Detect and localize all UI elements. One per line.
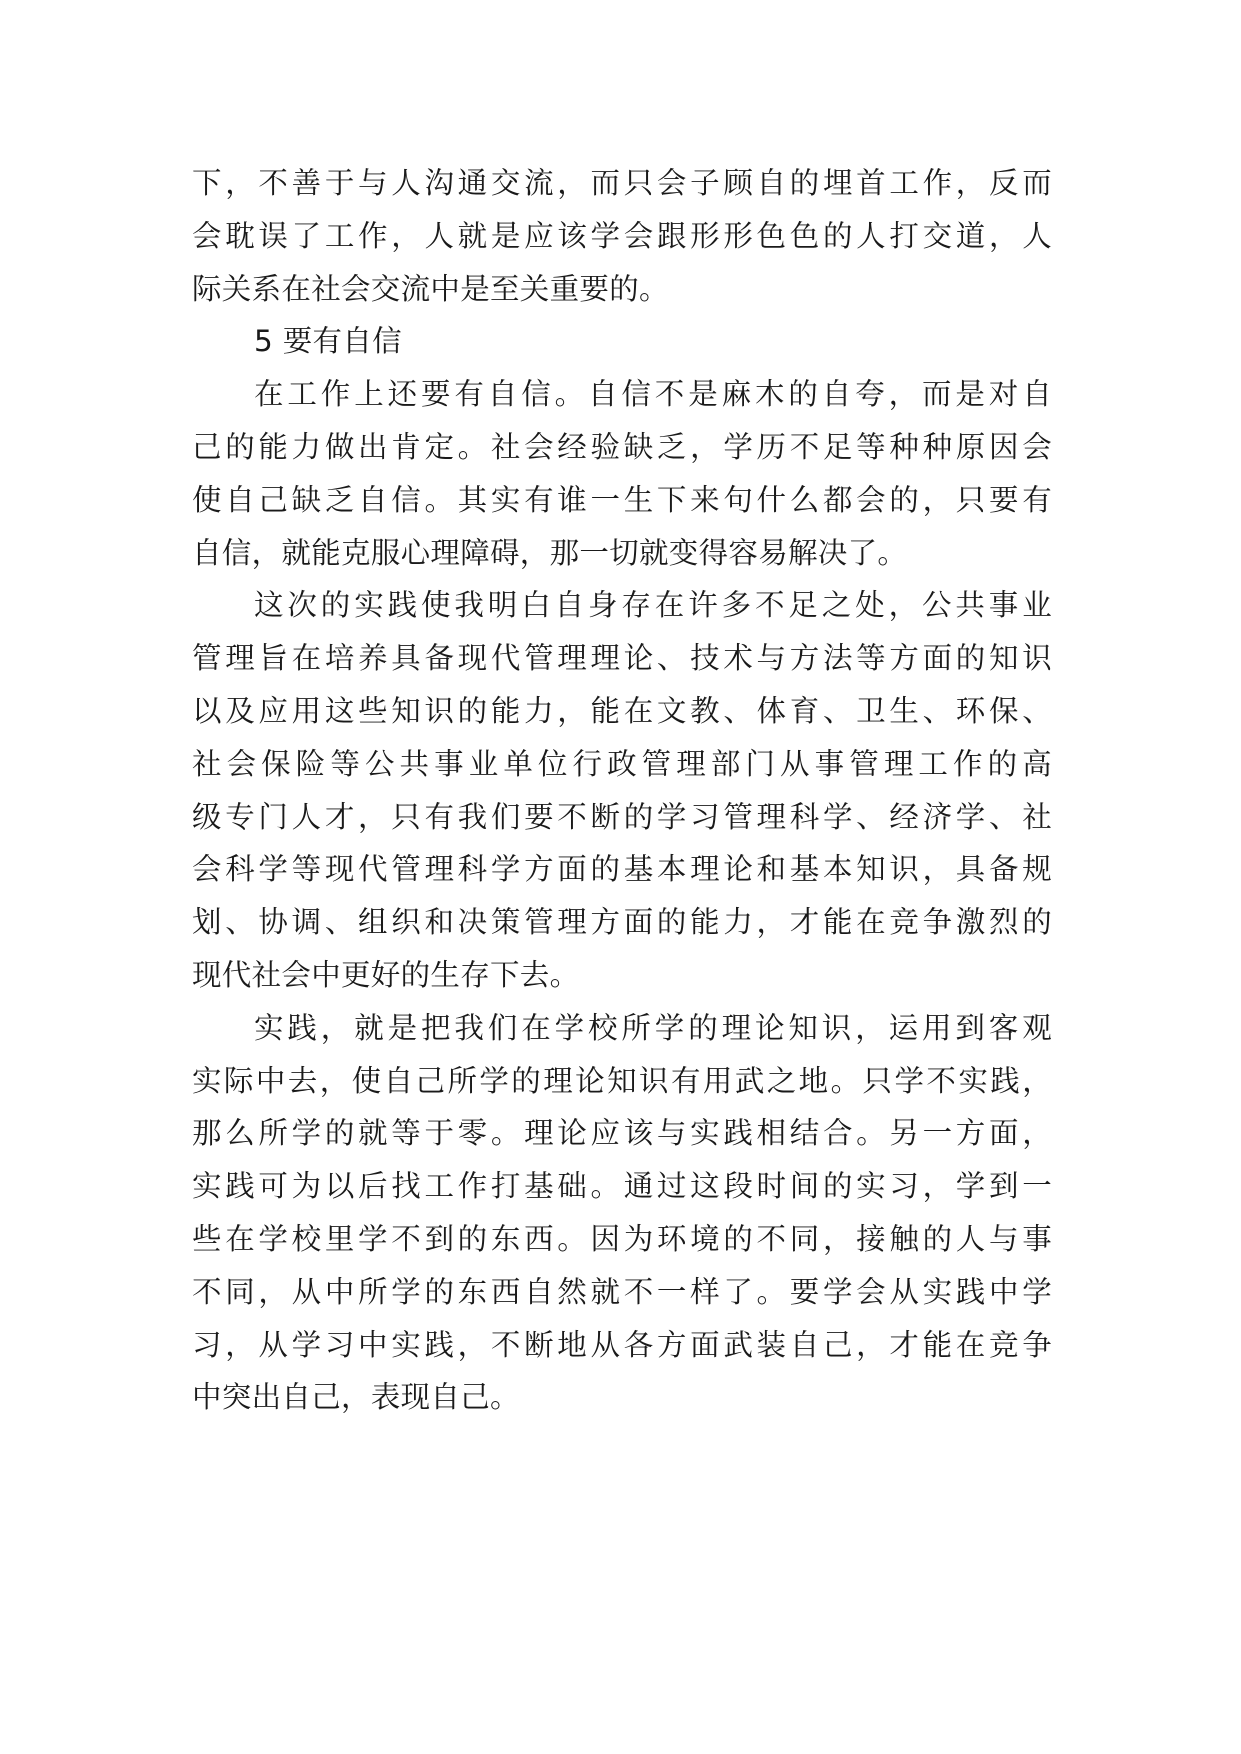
text-line: 际关系在社会交流中是至关重要的。: [192, 271, 669, 306]
section-heading-5: [192, 315, 1052, 368]
text-line: 实践可为以后找工作打基础。通过这段时间的实习，学到一: [192, 1169, 1052, 1204]
text-line: 下，不善于与人沟通交流，而只会子顾自的埋首工作，反而: [192, 166, 1052, 200]
text-line: 使自己缺乏自信。其实有谁一生下来句什么都会的，只要有: [192, 482, 1052, 517]
text-line: 中突出自己，表现自己。: [192, 1380, 520, 1415]
text-line: 5 要有自信: [254, 324, 402, 359]
paragraph-1: [192, 157, 1052, 315]
text-line: 那么所学的就等于零。理论应该与实践相结合。另一方面，: [192, 1116, 1052, 1151]
text-line: 习，从学习中实践，不断地从各方面武装自己，才能在竞争: [192, 1327, 1052, 1362]
text-line: 实践，就是把我们在学校所学的理论知识，运用到客观: [254, 1010, 1052, 1045]
text-line: 在工作上还要有自信。自信不是麻木的自夸，而是对自: [254, 377, 1052, 412]
text-line: 管理旨在培养具备现代管理理论、技术与方法等方面的知识: [192, 641, 1052, 676]
text-line: 级专门人才，只有我们要不断的学习管理科学、经济学、社: [192, 799, 1052, 834]
text-line: 些在学校里学不到的东西。因为环境的不同，接触的人与事: [192, 1221, 1052, 1256]
text-line: 己的能力做出肯定。社会经验缺乏，学历不足等种种原因会: [192, 429, 1052, 464]
paragraph-2: [192, 368, 1052, 579]
text-line: 以及应用这些知识的能力，能在文教、体育、卫生、环保、: [192, 693, 1052, 728]
text-line: 实际中去，使自己所学的理论知识有用武之地。只学不实践，: [192, 1063, 1052, 1098]
text-line: 划、协调、组织和决策管理方面的能力，才能在竞争激烈的: [192, 905, 1052, 940]
document-body: [192, 157, 1052, 1424]
paragraph-3: [192, 579, 1052, 1001]
text-line: 会科学等现代管理科学方面的基本理论和基本知识，具备规: [192, 852, 1052, 887]
text-line: 自信，就能克服心理障碍，那一切就变得容易解决了。: [192, 535, 908, 570]
text-line: 会耽误了工作，人就是应该学会跟形形色色的人打交道，人: [192, 218, 1052, 253]
text-line: 现代社会中更好的生存下去。: [192, 957, 580, 992]
text-line: 不同，从中所学的东西自然就不一样了。要学会从实践中学: [192, 1274, 1052, 1309]
paragraph-4: [192, 1002, 1052, 1424]
text-line: 这次的实践使我明白自身存在许多不足之处，公共事业: [254, 588, 1052, 623]
text-line: 社会保险等公共事业单位行政管理部门从事管理工作的高: [192, 746, 1052, 781]
